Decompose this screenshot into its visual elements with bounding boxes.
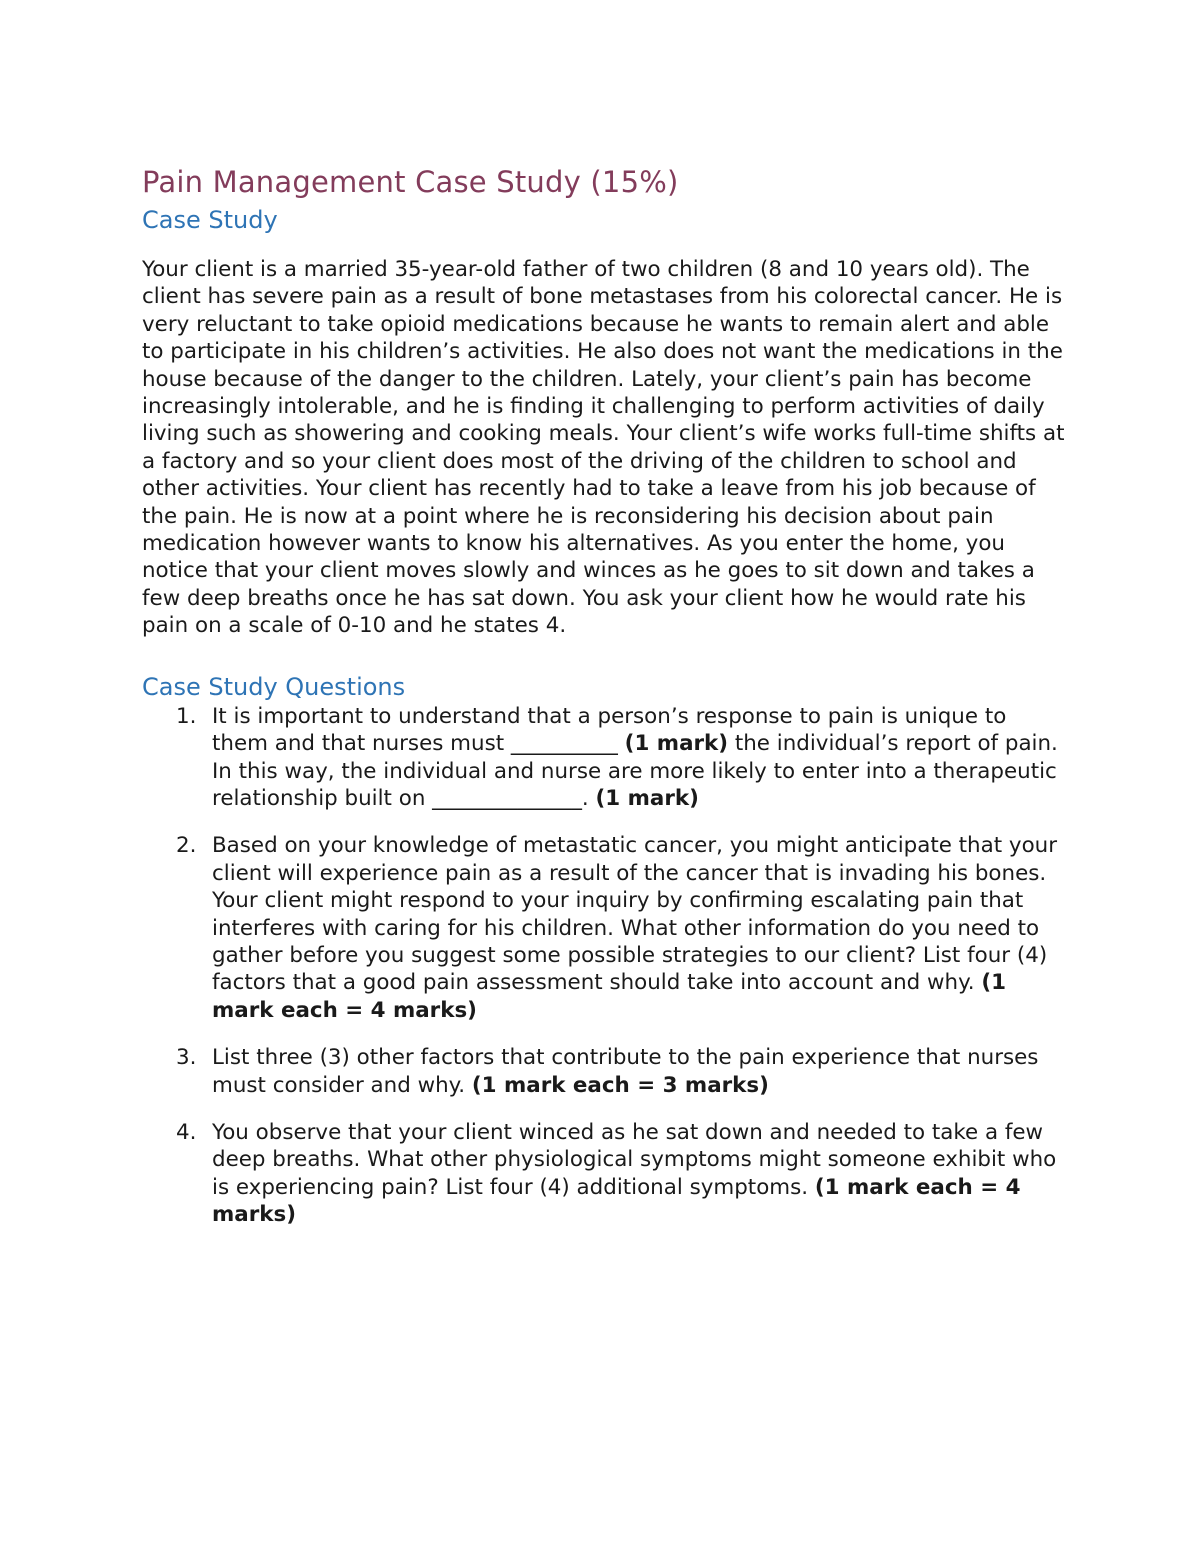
question-text: List three (3) other factors that contribute to the pain experience that nurses must consider and why. [212,1045,1039,1098]
questions-heading: Case Study Questions [142,672,406,701]
question-number: 2. [176,833,197,859]
question-mark: (1 mark each = 4 marks) [212,1174,1021,1228]
question-item-4 [142,1119,1062,1229]
document-content [142,162,1072,1249]
question-item-1 [142,703,1062,813]
question-text: the individual’s report of pain. In this way, the individual and nurse are more likely to enter into a therapeutic relationship built on ______________. [212,731,1058,811]
question-number: 1. [176,703,197,729]
question-mark: (1 mark) [624,731,729,757]
question-number: 4. [176,1119,197,1145]
question-text: Based on your knowledge of metastatic cancer, you might anticipate that your client will experience pain as a result of the cancer that is invading his bones. Your client might respond to your inquiry by confirming escalating pain that interferes with caring for his children. What other information do you need to gather before you suggest some possible strategies to our client? List four (4) factors that a good pain assessment should take into account and why. [212,833,1058,996]
question-item-2 [142,832,1062,1024]
document-title: Pain Management Case Study (15%) [142,165,679,199]
question-item-3 [142,1044,1062,1099]
question-text: It is important to understand that a person’s response to pain is unique to them and that nurses must __________ [212,703,1007,757]
question-text: You observe that your client winced as he sat down and needed to take a few deep breaths. What other physiological symptoms might someone exhibit who is experiencing pain? List four (4) additional symptoms. [212,1119,1057,1200]
questions-list [142,703,1072,1229]
question-mark: (1 mark each = 4 marks) [212,970,1006,1023]
question-mark: (1 mark each = 3 marks) [471,1072,769,1098]
question-number: 3. [176,1045,197,1071]
case-study-heading: Case Study [142,206,278,234]
case-study-paragraph: Your client is a married 35-year-old father of two children (8 and 10 years old). The client has severe pain as a result of bone metastases from his colorectal cancer. He is very reluctant to take opioid medications because he wants to remain alert and able to participate in his children’s activities. He also does not want the medications in the house because of the danger to the children. Lately, your client’s pain has become increasingly intolerable, and he is finding it challenging to perform activities of daily living such as showering and cooking meals. Your client’s wife works full-time shifts at a factory and so your client does most of the driving of the children to school and other activities. Your client has recently had to take a leave from his job because of the pain. He is now at a point where he is reconsidering his decision about pain medication however wants to know his alternatives. As you enter the home, you notice that your client moves slowly and winces as he goes to sit down and takes a few deep breaths once he has sat down. You ask your client how he would rate his pain on a scale of 0-10 and he states 4. [142,257,1065,639]
question-mark: (1 mark) [595,785,699,811]
